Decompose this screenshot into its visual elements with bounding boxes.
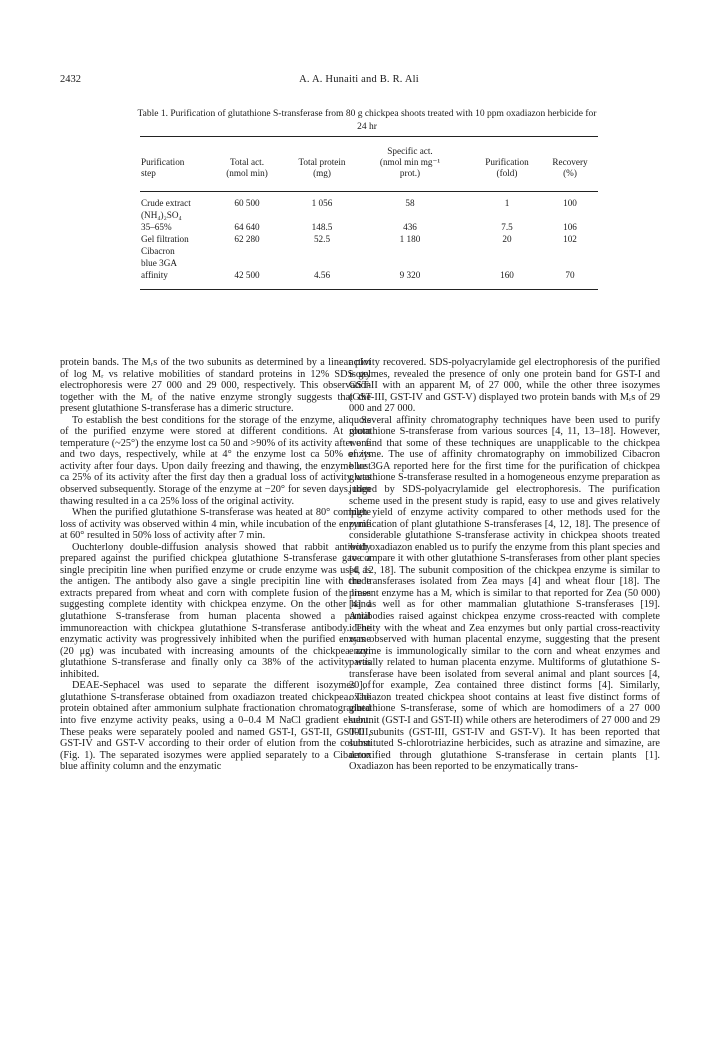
row3-step: Gel filtration [141, 234, 189, 244]
row4-step-2: blue 3GA [141, 258, 177, 268]
paragraph: Several affinity chromatography techniques have been used to purify glutathione S-transferase from various sources [4, 11, 13–18]. However, we find that some of these techniques are unapplicable to the chickpea enzyme. The use of affinity chromatography on immobilized Cibacron blue 3GA reported here for the first time for the purification of chickpea glutathione S-transferase resulted in a homogeneous enzyme preparation as judged by SDS-polyacrylamide gel electrophoresis. The purification scheme used in the present study is rapid, easy to use and gives relatively high yield of enzyme activity compared to other methods used for the purification of plant glutathione S-transferases [4, 12, 18]. The presence of considerable glutathione S-transferase activity in chickpea shoots treated with oxadiazon enabled us to purify the enzyme from this plant species and to compare it with other glutathione S-transferases from other plant species [4, 12, 18]. The subunit composition of the chickpea enzyme is similar to the transferases isolated from Zea mays [4] and wheat flour [18]. The present enzyme has a Mᵣ which is similar to that reported for Zea (50 000) [4] as well as for other mammalian glutathione S-transferases [19]. Antibodies raised against chickpea enzyme cross-reacted with complete identity with the wheat and Zea enzymes but only partial cross-reactivity was observed with human placental enzyme, suggesting that the present enzyme is immunologically similar to the corn and wheat enzymes and partially related to human placenta enzyme. Multiforms of glutathione S-transferase have been isolated from several animal and plant sources [4, 20], for example, Zea contained three distinct forms [4]. Similarly, oxadiazon treated chickpea shoot contains at least five distinct forms of glutathione S-transferase, some of which are homodimers of a 27 000 subunit (GST-I and GST-II) while others are heterodimers of 27 000 and 29 000 subunits (GST-III, GST-IV and GST-V). It has been reported that substituted S-chlorotriazine herbicides, such as atrazine and simazine, are detoxified through glutathione S-transferase in certain plants [1]. Oxadiazon has been reported to be enzymatically trans- [349, 414, 660, 773]
row4-purification: 160 [500, 270, 514, 280]
header-total-protein-2: (mg) [313, 168, 331, 178]
right-text-column [349, 357, 660, 773]
header-total-protein-1: Total protein [298, 157, 346, 167]
header-step-1: Purification [141, 157, 185, 167]
row2-step-2: 35–65% [141, 222, 172, 232]
row1-total-act: 60 500 [234, 198, 260, 208]
table-caption: Table 1. Purification of glutathione S-transferase from 80 g chickpea shoots treated with 10 ppm oxadiazon herbicide for 24 hr [137, 109, 597, 132]
row1-total-protein: 1 056 [311, 198, 333, 208]
header-purification-2: (fold) [496, 168, 518, 178]
header-step-2: step [141, 168, 156, 178]
paragraph: activity recovered. SDS-polyacrylamide gel electrophoresis of the purified isozymes, revealed the presence of only one protein band for GST-I and GST-II with an apparent Mᵣ of 27 000, while the other three isozymes (GST-III, GST-IV and GST-V) displayed two protein bands with Mᵣs of 29 000 and 27 000. [349, 357, 660, 415]
row3-purification: 20 [502, 234, 512, 244]
row4-step-3: affinity [141, 270, 168, 280]
row4-total-act: 42 500 [234, 270, 260, 280]
row3-total-protein: 52.5 [313, 234, 331, 244]
row1-purification: 1 [504, 198, 510, 208]
row2-step-1: (NH₄)₂SO₄ [141, 210, 182, 220]
header-recovery-1: Recovery [552, 157, 588, 167]
row1-recovery: 100 [563, 198, 577, 208]
row2-specific-act: 436 [403, 222, 417, 232]
row4-recovery: 70 [565, 270, 575, 280]
paragraph: To establish the best conditions for the storage of the enzyme, aliquots of the purified enzyme were stored at different conditions. At room temperature (~25°) the enzyme lost ca 50 and >90% of its activity after one and two days, respectively, while at 4° the enzyme lost ca 50% of its activity after four days. Upon daily freezing and thawing, the enzyme lost ca 25% of its activity after the first day then a gradual loss of activity was observed subsequently. Storage of the enzyme at −20° for seven days, then thawing resulted in a ca 25% loss of the original activity. [60, 414, 371, 507]
paragraph: DEAE-Sephacel was used to separate the different isozymes of glutathione S-transferase obtained from oxadiazon treated chickpea. The protein obtained after ammonium sulphate fractionation chromatographed into five enzyme activity peaks, using a 0–0.4 M NaCl gradient eluent. These peaks were separately pooled and named GST-I, GST-II, GST-III, GST-IV and GST-V according to their order of elution from the column (Fig. 1). The separated isozymes were applied separately to a Cibacron blue affinity column and the enzymatic [60, 680, 371, 773]
row2-total-protein: 148.5 [311, 222, 333, 232]
paragraph: When the purified glutathione S-transferase was heated at 80° complete loss of activity was observed within 4 min, while incubation of the enzyme at 60° resulted in 50% loss of activity after 7 min. [60, 507, 371, 542]
row1-step: Crude extract [141, 198, 191, 208]
paragraph: protein bands. The Mᵣs of the two subunits as determined by a linear plot of log Mᵣ vs relative mobilities of standard proteins in 12% SDS gel electrophoresis were 27 000 and 29 000, respectively. This observation together with the Mᵣ of the native enzyme strongly suggests that the present glutathione S-transferase has a dimeric structure. [60, 357, 371, 415]
row4-total-protein: 4.56 [313, 270, 331, 280]
running-title: A. A. Hunaiti and B. R. Ali [299, 74, 419, 85]
table-header-rule [140, 191, 598, 192]
row1-specific-act: 58 [405, 198, 415, 208]
row3-recovery: 102 [563, 234, 577, 244]
header-recovery-2: (%) [563, 168, 577, 178]
header-total-act-2: (nmol min) [226, 168, 268, 178]
table-top-rule [140, 136, 598, 137]
row2-recovery: 106 [563, 222, 577, 232]
table-header [0, 146, 720, 186]
row3-specific-act: 1 180 [399, 234, 421, 244]
header-specific-act-3: prot.) [399, 168, 421, 178]
row2-total-act: 64 640 [234, 222, 260, 232]
header-purification-1: Purification [485, 157, 529, 167]
row4-specific-act: 9 320 [399, 270, 421, 280]
paragraph: Ouchterlony double-diffusion analysis showed that rabbit antibody prepared against the purified chickpea glutathione S-transferase gave a single precipitin line when purified enzyme or crude enzyme was used as the antigen. The antibody also gave a single precipitin line with crude extracts prepared from wheat and corn with complete fusion of the lines suggesting complete identity with chickpea enzyme. On the other hand glutathione S-transferase from human placenta showed a partial immunoreaction with chickpea glutathione S-transferase antibody. The enzymatic activity was progressively inhibited when the purified enzyme (20 μg) was incubated with increasing amounts of the chickpea anti glutathione S-transferase and finally only ca 38% of the activity was inhibited. [60, 541, 371, 680]
page-number: 2432 [60, 74, 81, 85]
row3-total-act: 62 280 [234, 234, 260, 244]
header-specific-act-1: Specific act. [387, 146, 433, 156]
table-body [0, 198, 720, 298]
header-specific-act-2: (nmol min mg⁻¹ [379, 157, 441, 167]
row4-step-1: Cibacron [141, 246, 175, 256]
header-total-act-1: Total act. [229, 157, 265, 167]
row2-purification: 7.5 [501, 222, 513, 232]
left-text-column [60, 357, 371, 773]
page-header [60, 74, 658, 88]
table-bottom-rule [140, 289, 598, 290]
